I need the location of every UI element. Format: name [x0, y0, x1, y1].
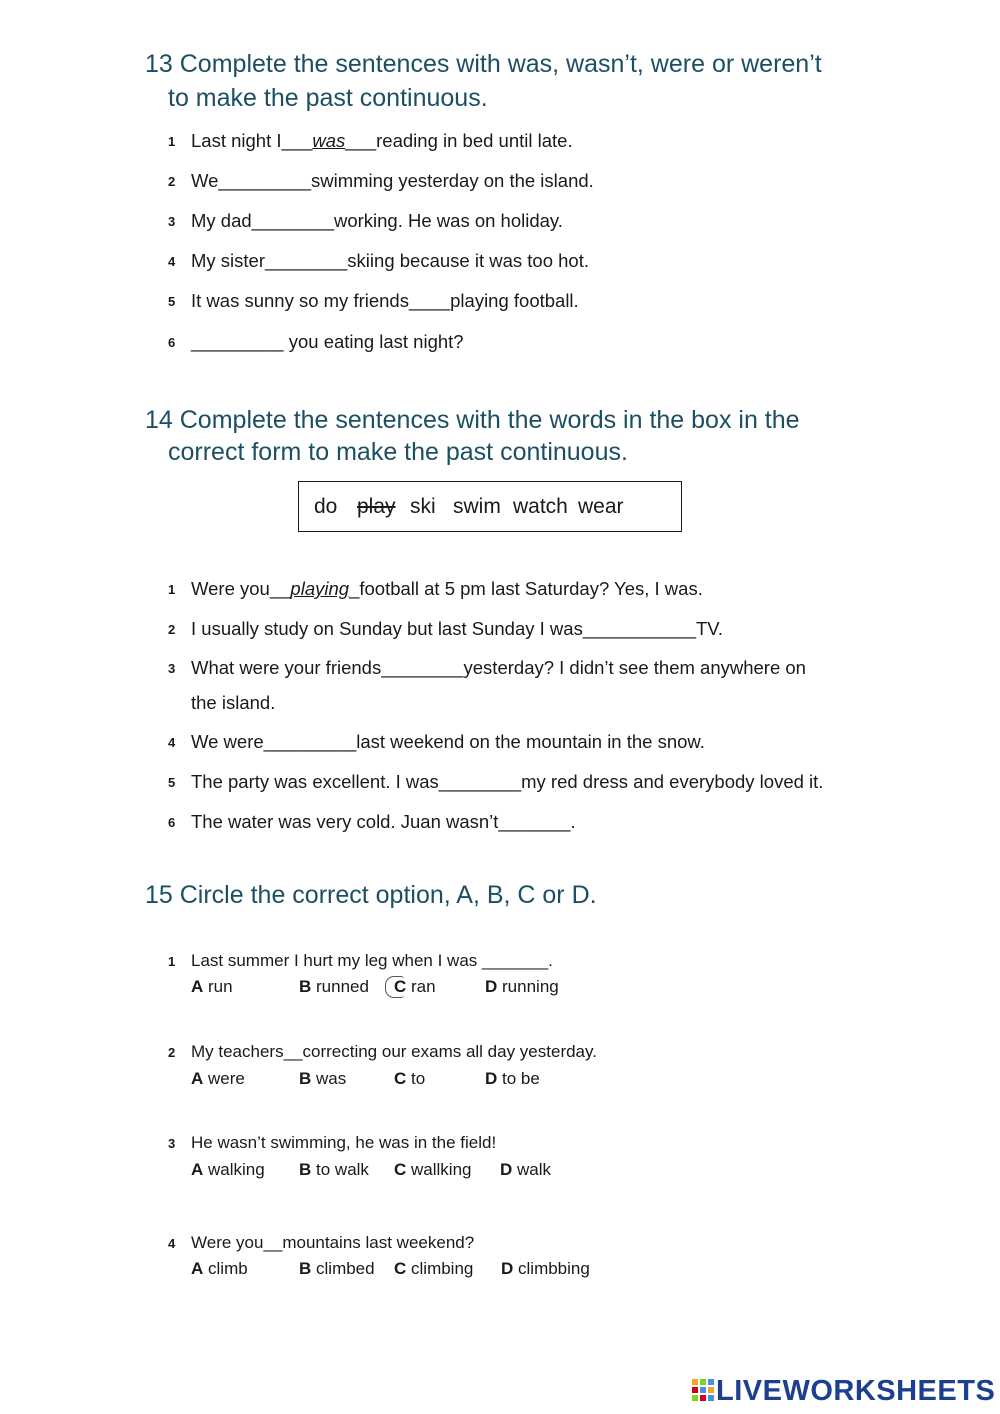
option-c[interactable]: C wallking	[394, 1160, 472, 1179]
ex14-heading-line1: 14 Complete the sentences with the words in the box in the	[145, 406, 800, 434]
item-number: 2	[168, 622, 176, 637]
option-d[interactable]: D running	[485, 977, 559, 996]
item-number: 1	[168, 582, 176, 597]
ex13-heading-line2: to make the past continuous.	[168, 84, 488, 112]
sentence: Were you__playing_football at 5 pm last Saturday? Yes, I was.	[191, 578, 703, 599]
option-b[interactable]: B climbed	[299, 1259, 375, 1278]
item-number: 4	[168, 1236, 176, 1251]
item-number: 3	[168, 214, 176, 229]
sentence[interactable]: The water was very cold. Juan wasn’t_______.	[191, 811, 576, 832]
sentence[interactable]: My dad________working. He was on holiday.	[191, 210, 563, 231]
answer-blank[interactable]: playing	[290, 578, 350, 599]
sentence[interactable]: It was sunny so my friends____playing football.	[191, 290, 579, 311]
box-word: ski	[410, 495, 436, 518]
item-number: 5	[168, 775, 176, 790]
sentence[interactable]: What were your friends________yesterday? I didn’t see them anywhere on	[191, 657, 806, 678]
sentence[interactable]: We were_________last weekend on the mountain in the snow.	[191, 731, 705, 752]
sentence: Last night I___was___reading in bed until late.	[191, 130, 573, 151]
item-number: 6	[168, 335, 176, 350]
option-d[interactable]: D to be	[485, 1069, 540, 1088]
item-number: 2	[168, 1045, 176, 1060]
ex13-heading-line1: 13 Complete the sentences with was, wasn’t, were or weren’t	[145, 50, 822, 78]
sentence[interactable]: We_________swimming yesterday on the island.	[191, 170, 594, 191]
sentence[interactable]: _________ you eating last night?	[191, 331, 464, 352]
option-c[interactable]: C ran	[394, 977, 436, 996]
logo-text: LIVEWORKSHEETS	[716, 1375, 996, 1407]
option-c[interactable]: C climbing	[394, 1259, 474, 1278]
item-number: 2	[168, 174, 176, 189]
answer-blank[interactable]: was	[312, 130, 346, 151]
box-word: swim	[453, 495, 501, 518]
option-b[interactable]: B runned	[299, 977, 369, 996]
question: Last summer I hurt my leg when I was _______.	[191, 951, 553, 970]
option-a[interactable]: A were	[191, 1069, 245, 1088]
option-a[interactable]: A walking	[191, 1160, 265, 1179]
question: Were you__mountains last weekend?	[191, 1233, 475, 1252]
box-word-used: play	[357, 495, 396, 518]
box-word: wear	[578, 495, 624, 518]
item-number: 3	[168, 1136, 176, 1151]
item-number: 5	[168, 294, 176, 309]
sentence[interactable]: I usually study on Sunday but last Sunday I was___________TV.	[191, 618, 724, 639]
option-b[interactable]: B was	[299, 1069, 347, 1088]
box-word: watch	[513, 495, 568, 518]
item-number: 1	[168, 954, 176, 969]
sentence[interactable]: The party was excellent. I was________my red dress and everybody loved it.	[191, 771, 824, 792]
item-number: 6	[168, 815, 176, 830]
box-word: do	[314, 495, 338, 518]
option-d[interactable]: D climbbing	[501, 1259, 590, 1278]
ex15-heading: 15 Circle the correct option, A, B, C or D.	[145, 881, 597, 909]
item-number: 3	[168, 661, 176, 676]
logo-grid-icon	[692, 1379, 714, 1401]
question: He wasn’t swimming, he was in the field!	[191, 1133, 497, 1152]
item-number: 1	[168, 134, 176, 149]
option-b[interactable]: B to walk	[299, 1160, 369, 1179]
word-box	[298, 481, 682, 532]
option-a[interactable]: A climb	[191, 1259, 248, 1278]
item-number: 4	[168, 254, 176, 269]
option-a[interactable]: A run	[191, 977, 233, 996]
question: My teachers__correcting our exams all day yesterday.	[191, 1042, 597, 1061]
option-d[interactable]: D walk	[500, 1160, 552, 1179]
ex14-heading-line2: correct form to make the past continuous.	[168, 438, 628, 466]
sentence-continuation: the island.	[191, 692, 276, 713]
item-number: 4	[168, 735, 176, 750]
option-c[interactable]: C to	[394, 1069, 426, 1088]
sentence[interactable]: My sister________skiing because it was too hot.	[191, 250, 589, 271]
